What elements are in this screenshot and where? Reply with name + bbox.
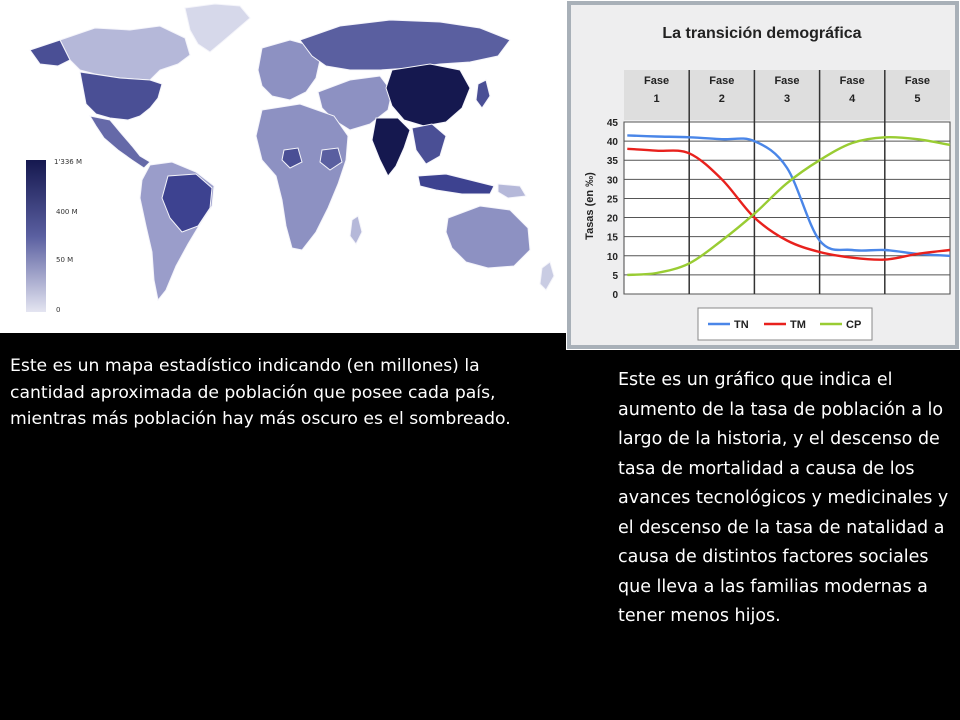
phase-label: Fase (904, 75, 930, 87)
australia-shape (446, 206, 530, 268)
madagascar-shape (350, 216, 362, 244)
indonesia-shape (418, 174, 494, 194)
russia-shape (300, 20, 510, 70)
southeast-asia-shape (412, 124, 446, 164)
y-tick-label: 0 (612, 290, 618, 301)
legend-label-tn: TN (734, 319, 749, 331)
world-population-map (0, 0, 568, 333)
greenland-shape (185, 4, 250, 52)
phase-number: 4 (849, 93, 856, 105)
legend-label-zero: 0 (56, 306, 61, 314)
chart-svg (566, 0, 960, 350)
phase-number: 3 (783, 93, 791, 105)
y-tick-label: 10 (606, 251, 618, 263)
map-caption: Este es un mapa estadístico indicando (en millones) la cantidad aproximada de población que posee cada país, mientras más población hay más oscuro es el sombreado. (10, 356, 511, 429)
legend-label-tm: TM (790, 319, 806, 331)
japan-shape (476, 80, 490, 108)
y-tick-label: 25 (606, 194, 618, 206)
phase-label: Fase (774, 75, 800, 87)
chart-caption: Este es un gráfico que indica el aumento de la tasa de población a lo largo de la historia, y el descenso de tasa de mortalidad a causa de los avances tecnológicos y medicinales y el descenso de la tasa de natalidad a causa de distintos factores sociales que lleva a las familias modernas a tener menos hijos. (618, 370, 949, 626)
y-tick-label: 30 (606, 175, 618, 187)
mexico-shape (90, 116, 150, 168)
y-tick-label: 45 (606, 118, 618, 129)
y-tick-label: 15 (606, 232, 618, 244)
phase-number: 5 (914, 93, 921, 105)
india-shape (372, 118, 410, 176)
world-map-svg (0, 0, 568, 333)
papua-shape (498, 184, 526, 198)
y-tick-label: 40 (606, 137, 618, 149)
y-tick-label: 20 (606, 213, 618, 225)
chart-title: La transición demográfica (662, 25, 862, 42)
legend-label-50: 50 M (56, 256, 74, 264)
legend-label-400: 400 M (56, 208, 78, 216)
legend-label-cp: CP (846, 319, 862, 331)
phase-number: 1 (653, 93, 660, 105)
africa-shape (256, 104, 348, 250)
phase-number: 2 (718, 93, 725, 105)
y-axis-label: Tasas (en ‰) (584, 172, 596, 240)
new-zealand-shape (540, 262, 554, 290)
demographic-transition-chart (566, 0, 960, 350)
y-tick-label: 35 (606, 156, 618, 168)
y-tick-label: 5 (612, 270, 618, 282)
phase-label: Fase (839, 75, 865, 87)
legend-bar (26, 160, 46, 312)
china-shape (386, 64, 470, 126)
phase-label: Fase (644, 75, 670, 87)
legend-label-max: 1'336 M (54, 158, 83, 166)
phase-label: Fase (709, 75, 735, 87)
